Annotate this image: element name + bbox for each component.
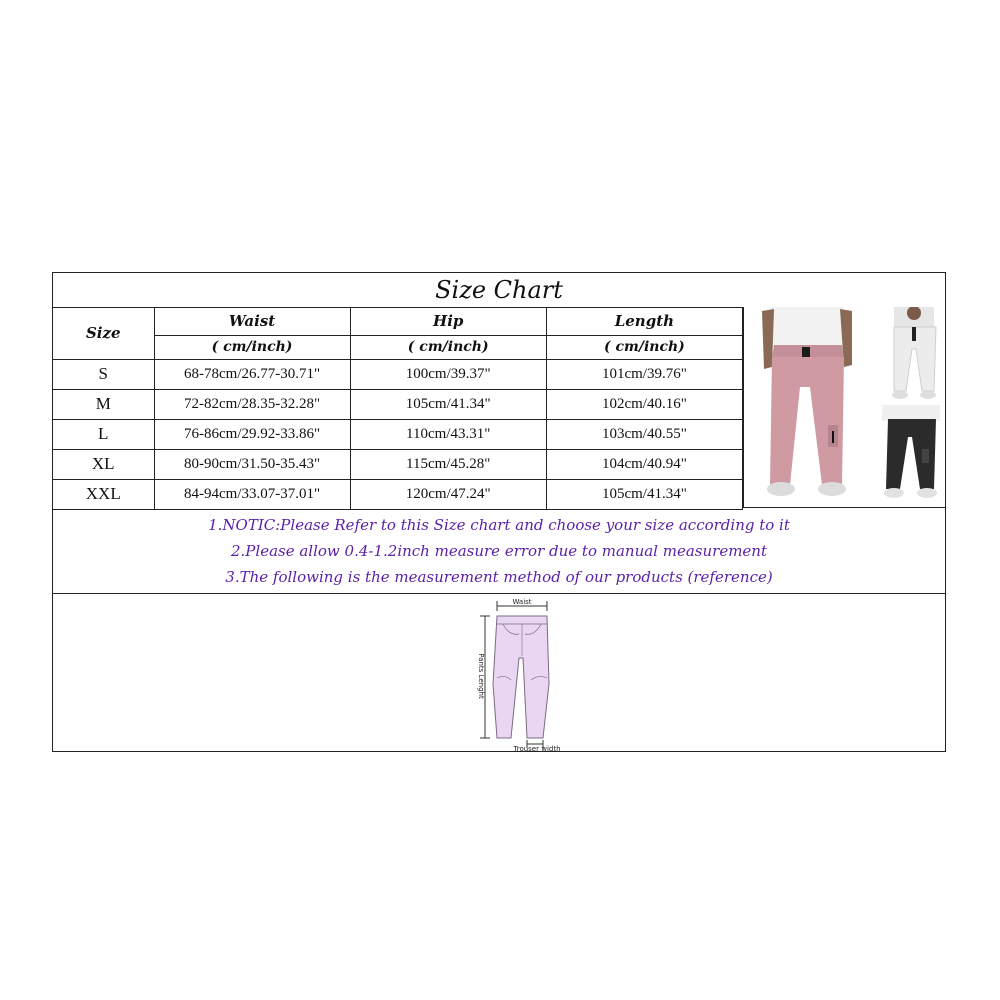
waist-cell: 68-78cm/26.77-30.71" (154, 359, 350, 389)
size-cell: M (53, 389, 154, 419)
title-row (53, 273, 945, 308)
size-cell: L (53, 419, 154, 449)
waist-cell: 76-86cm/29.92-33.86" (154, 419, 350, 449)
hip-cell: 120cm/47.24" (350, 479, 546, 509)
hip-unit: ( cm/inch) (350, 335, 546, 359)
note-1: 1.NOTIC:Please Refer to this Size chart and choose your size according to it (208, 516, 790, 534)
white-pants-model (892, 307, 936, 399)
hip-header: Hip (350, 307, 546, 335)
unit-row (53, 335, 743, 359)
length-cell: 102cm/40.16" (546, 389, 742, 419)
pink-pants-model (762, 307, 852, 496)
table-row (53, 479, 743, 509)
hip-cell: 100cm/39.37" (350, 359, 546, 389)
length-cell: 104cm/40.94" (546, 449, 742, 479)
width-label: Trouser width (513, 745, 561, 751)
length-cell: 101cm/39.76" (546, 359, 742, 389)
notes-section (53, 509, 945, 594)
note-3: 3.The following is the measurement method of our products (reference) (225, 568, 773, 586)
black-pants-model (882, 405, 940, 498)
table-row (53, 449, 743, 479)
size-cell: XL (53, 449, 154, 479)
measurement-diagram (53, 594, 945, 751)
size-table (53, 307, 743, 510)
hip-cell: 110cm/43.31" (350, 419, 546, 449)
waist-unit: ( cm/inch) (154, 335, 350, 359)
length-header: Length (546, 307, 742, 335)
waist-cell: 84-94cm/33.07-37.01" (154, 479, 350, 509)
note-2: 2.Please allow 0.4-1.2inch measure error due to manual measurement (231, 542, 767, 560)
table-row (53, 359, 743, 389)
waist-cell: 72-82cm/28.35-32.28" (154, 389, 350, 419)
pants-outline (493, 616, 549, 738)
size-chart (52, 272, 946, 752)
length-label: Pants Lenght (477, 653, 485, 699)
waist-header: Waist (154, 307, 350, 335)
size-cell: S (53, 359, 154, 389)
table-row (53, 419, 743, 449)
hip-cell: 115cm/45.28" (350, 449, 546, 479)
size-header: Size (53, 307, 154, 359)
length-unit: ( cm/inch) (546, 335, 742, 359)
chart-title: Size Chart (435, 276, 563, 304)
model-photos-image (744, 307, 944, 506)
length-cell: 103cm/40.55" (546, 419, 742, 449)
table-row (53, 389, 743, 419)
hip-cell: 105cm/41.34" (350, 389, 546, 419)
waist-cell: 80-90cm/31.50-35.43" (154, 449, 350, 479)
header-row (53, 307, 743, 335)
pants-diagram (53, 594, 945, 751)
length-cell: 105cm/41.34" (546, 479, 742, 509)
size-cell: XXL (53, 479, 154, 509)
product-photos (743, 307, 945, 508)
waist-label: Waist (512, 598, 532, 606)
